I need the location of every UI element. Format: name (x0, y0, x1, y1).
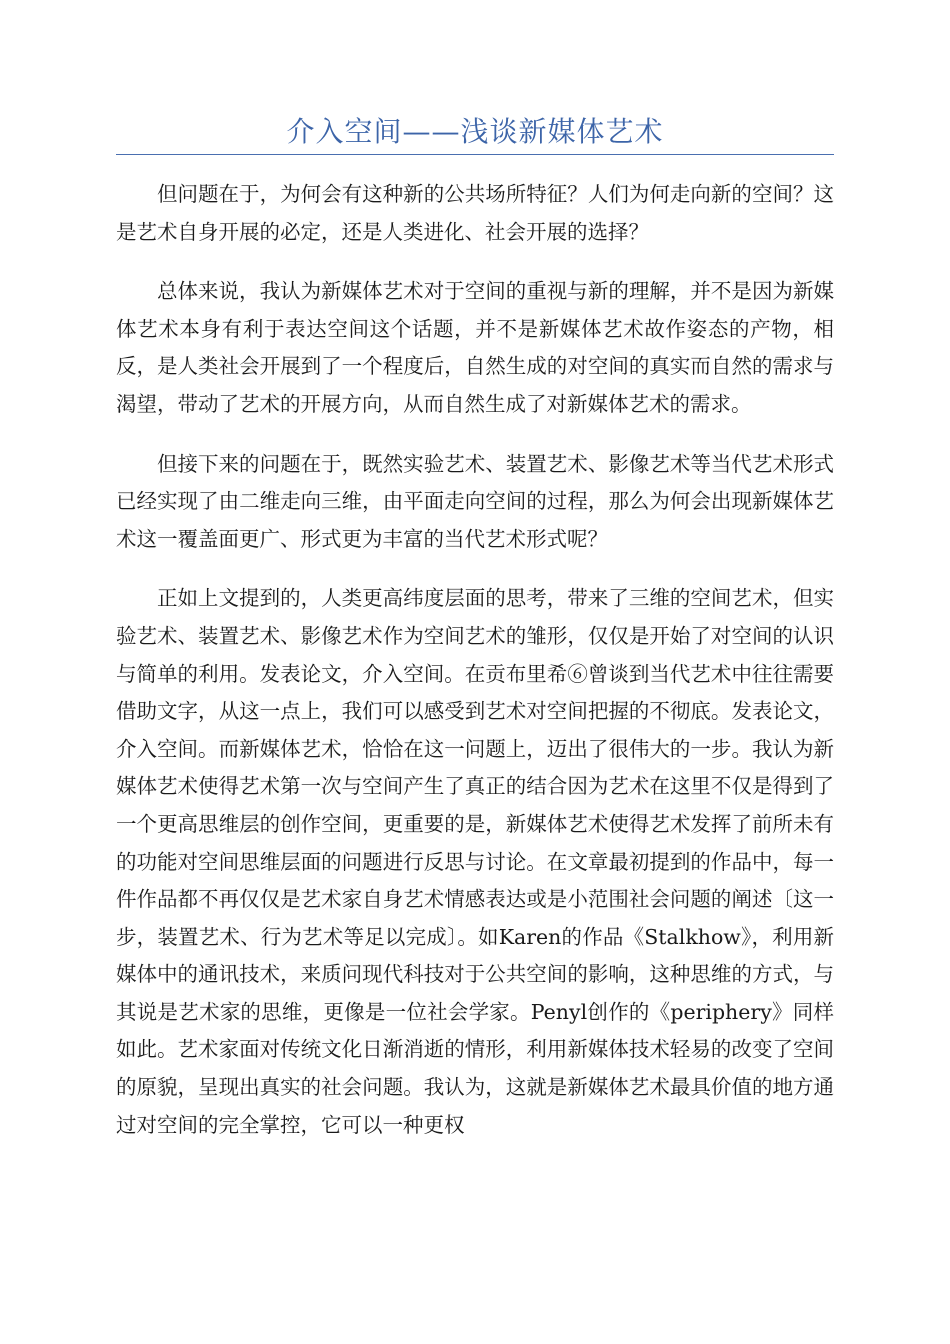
page-title: 介入空间——浅谈新媒体艺术 (286, 115, 664, 148)
paragraph-1: 但问题在于，为何会有这种新的公共场所特征？人们为何走向新的空间？这是艺术自身开展的必定，还是人类进化、社会开展的选择？ (116, 182, 834, 244)
paragraph-4: 正如上文提到的，人类更高纬度层面的思考，带来了三维的空间艺术，但实验艺术、装置艺术、影像艺术作为空间艺术的雏形，仅仅是开始了对空间的认识与简单的利用。发表论文，介入空间。在贡布里希⑥曾谈到当代艺术中往往需要借助文字，从这一点上，我们可以感受到艺术对空间把握的不彻底。发表论文，介入空间。而新媒体艺术，恰恰在这一问题上，迈出了很伟大的一步。我认为新媒体艺术使得艺术第一次与空间产生了真正的结合因为艺术在这里不仅是得到了一个更高思维层的创作空间，更重要的是，新媒体艺术使得艺术发挥了前所未有的功能对空间思维层面的问题进行反思与讨论。在文章最初提到的作品中，每一件作品都不再仅仅是艺术家自身艺术情感表达或是小范围社会问题的阐述〔这一步，装置艺术、行为艺术等足以完成〕。如Karen的作品《Stalkhow》，利用新媒体中的通讯技术，来质问现代科技对于公共空间的影响，这种思维的方式，与其说是艺术家的思维，更像是一位社会学家。Penyl创作的《periphery》同样如此。艺术家面对传统文化日渐消逝的情形，利用新媒体技术轻易的改变了空间的原貌，呈现出真实的社会问题。我认为，这就是新媒体艺术最具价值的地方通过对空间的完全掌控，它可以一种更权 (116, 586, 834, 1137)
article-body (116, 176, 834, 1166)
title-divider (116, 154, 834, 155)
paragraph-2: 总体来说，我认为新媒体艺术对于空间的重视与新的理解，并不是因为新媒体艺术本身有利于表达空间这个话题，并不是新媒体艺术故作姿态的产物，相反，是人类社会开展到了一个程度后，自然生成的对空间的真实而自然的需求与渴望，带动了艺术的开展方向，从而自然生成了对新媒体艺术的需求。 (116, 279, 834, 416)
paragraph-3: 但接下来的问题在于，既然实验艺术、装置艺术、影像艺术等当代艺术形式已经实现了由二维走向三维，由平面走向空间的过程，那么为何会出现新媒体艺术这一覆盖面更广、形式更为丰富的当代艺术形式呢？ (116, 451, 834, 551)
